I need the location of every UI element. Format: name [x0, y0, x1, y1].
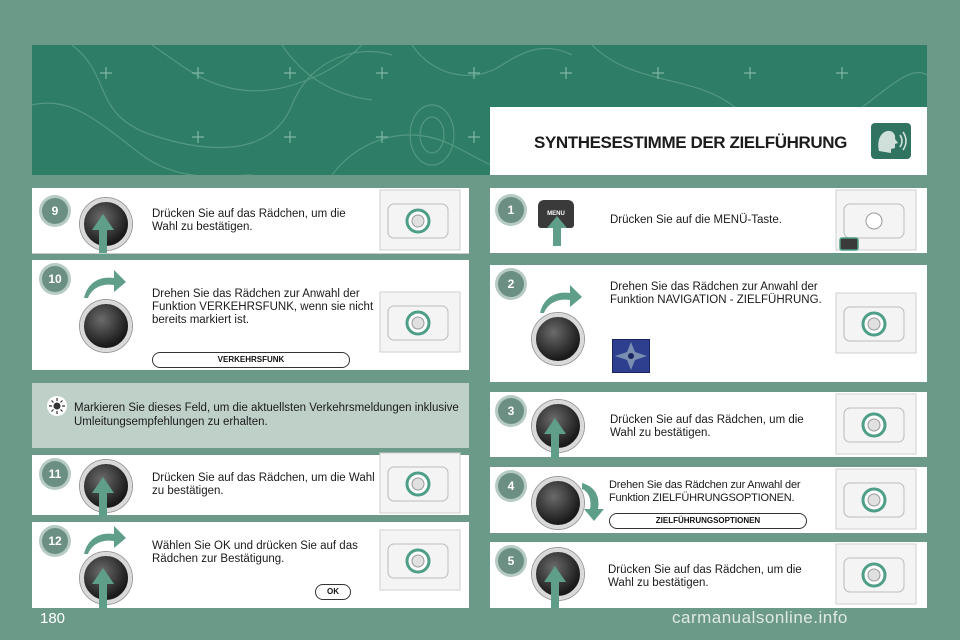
step-panel-12 [32, 522, 469, 608]
step-text: Wählen Sie OK und drücken Sie auf das Rädchen zur Bestätigung. [152, 540, 358, 565]
rotary-knob [80, 300, 132, 352]
step-text: Drücken Sie auf das Rädchen, um die Wahl zu bestätigen. [608, 564, 802, 589]
step-number-badge: 4 [498, 473, 524, 499]
step-number-badge: 9 [42, 198, 68, 224]
radio-unit-illustration [374, 186, 464, 256]
step-text: Drücken Sie auf das Rädchen, um die Wahl zu bestätigen. [152, 472, 375, 497]
note-box [32, 383, 469, 448]
step-number-badge: 3 [498, 398, 524, 424]
step-text: Drehen Sie das Rädchen zur Anwahl der Funktion NAVIGATION - ZIELFÜHRUNG. [610, 281, 822, 306]
section-title-box [490, 107, 927, 175]
radio-unit-illustration [830, 390, 920, 460]
rotary-knob [532, 313, 584, 365]
step-panel-9 [32, 188, 469, 253]
step-number-badge: 2 [498, 271, 524, 297]
step-text: Drücken Sie auf die MENÜ-Taste. [610, 214, 782, 226]
sun-icon [46, 395, 68, 417]
radio-unit-illustration [374, 288, 464, 358]
radio-unit-illustration [830, 289, 920, 359]
rotate-arrow-icon [82, 270, 126, 300]
radio-unit-illustration [830, 465, 920, 535]
step-text: Drehen Sie das Rädchen zur Anwahl der Funktion VERKEHRSFUNK, wenn sie nicht bereits markiert ist. [152, 288, 374, 326]
press-arrow-icon [90, 477, 116, 517]
step-text: Drücken Sie auf das Rädchen, um die Wahl zu bestätigen. [610, 414, 804, 439]
press-arrow-icon [90, 568, 116, 608]
step-text: Drehen Sie das Rädchen zur Anwahl der Funktion ZIELFÜHRUNGSOPTIONEN. [609, 479, 801, 504]
rotate-arrow-icon [538, 285, 582, 315]
step-panel-10 [32, 260, 469, 370]
option-label-pill: ZIELFÜHRUNGSOPTIONEN [609, 513, 807, 529]
radio-unit-illustration [374, 526, 464, 596]
rotate-down-arrow-icon [580, 481, 606, 521]
step-number-badge: 11 [42, 461, 68, 487]
step-number-badge: 5 [498, 548, 524, 574]
rotary-knob [532, 477, 584, 529]
press-arrow-icon [542, 566, 568, 608]
step-number-badge: 1 [498, 197, 524, 223]
step-panel-1 [490, 188, 927, 253]
step-number-badge: 12 [42, 528, 68, 554]
press-arrow-icon [546, 216, 568, 246]
ok-label-pill: OK [315, 584, 351, 600]
navigation-icon [612, 339, 650, 373]
press-arrow-icon [542, 418, 568, 458]
press-arrow-icon [90, 214, 116, 256]
menu-key-icon: MENU [538, 200, 574, 228]
voice-speaking-icon [871, 123, 911, 159]
step-number-badge: 10 [42, 266, 68, 292]
note-text: Markieren Sie dieses Feld, um die aktuellsten Verkehrsmeldungen inklusive Umleitungsempfehlungen zu erhalten. [74, 402, 459, 428]
page-number: 180 [40, 610, 66, 627]
radio-unit-illustration [830, 186, 920, 256]
step-panel-4 [490, 467, 927, 533]
radio-unit-illustration [830, 540, 920, 610]
step-panel-5 [490, 542, 927, 608]
page-title: SYNTHESESTIMME DER ZIELFÜHRUNG [534, 133, 847, 152]
step-panel-2 [490, 265, 927, 382]
step-text: Drücken Sie auf das Rädchen, um die Wahl zu bestätigen. [152, 208, 346, 233]
step-panel-11 [32, 455, 469, 515]
watermark: carmanualsonline.info [672, 608, 848, 627]
option-label-pill: VERKEHRSFUNK [152, 352, 350, 368]
radio-unit-illustration [374, 449, 464, 519]
step-panel-3 [490, 392, 927, 457]
